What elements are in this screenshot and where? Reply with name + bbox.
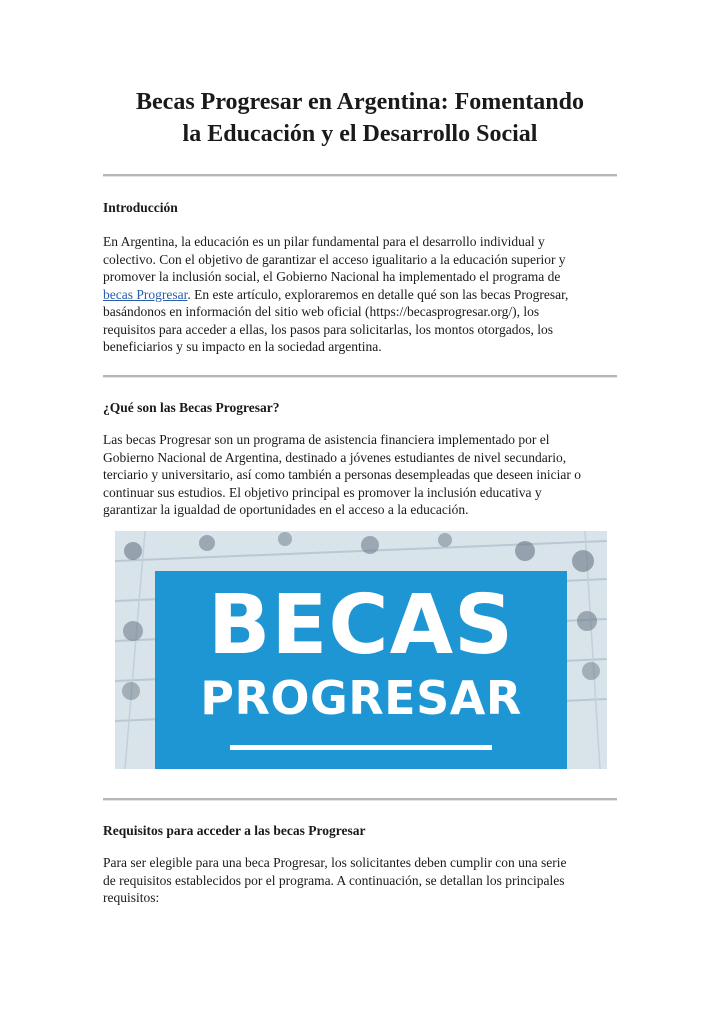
intro-line-with-link: [103, 286, 619, 304]
becas-progresar-banner-image: [115, 531, 607, 769]
intro-line: beneficiarios y su impacto en la sociedad argentina.: [103, 339, 382, 354]
what-line: garantizar la igualdad de oportunidades en el acceso a la educación.: [103, 502, 469, 517]
page-title-line-1: Becas Progresar en Argentina: Fomentando: [136, 89, 584, 115]
page-title: [60, 86, 660, 150]
what-line: Gobierno Nacional de Argentina, destinado a jóvenes estudiantes de nivel secundario,: [103, 449, 567, 465]
requirements-line: requisitos:: [103, 890, 160, 905]
section-divider: [103, 798, 617, 801]
requirements-line: Para ser elegible para una beca Progresar, los solicitantes deben cumplir con una serie: [103, 855, 567, 870]
banner-title-becas: BECAS: [207, 578, 515, 673]
what-line: Las becas Progresar son un programa de asistencia financiera implementado por el: [103, 432, 550, 447]
intro-line: requisitos para acceder a ellas, los pasos para solicitarlas, los montos otorgados, los: [103, 321, 554, 337]
section-divider: [103, 174, 617, 177]
requirements-line: de requisitos establecidos por el programa. A continuación, se detallan los principales: [103, 872, 565, 888]
intro-paragraph: [103, 233, 619, 356]
intro-line: promover la inclusión social, el Gobierno Nacional ha implementado el programa de: [103, 269, 561, 284]
intro-line: basándonos en información del sitio web oficial (https://becasprogresar.org/), los: [103, 304, 540, 319]
becas-progresar-link[interactable]: becas Progresar: [103, 286, 188, 302]
intro-heading: Introducción: [103, 200, 178, 215]
section-divider: [103, 375, 617, 378]
what-line: continuar sus estudios. El objetivo principal es promover la inclusión educativa y: [103, 484, 542, 500]
intro-line-rest: . En este artículo, exploraremos en detalle qué son las becas Progresar,: [187, 286, 569, 302]
what-paragraph: [103, 431, 619, 519]
banner-title-progresar: PROGRESAR: [200, 671, 522, 725]
banner-underline: [230, 745, 492, 750]
intro-line: colectivo. Con el objetivo de garantizar el acceso igualitario a la educación superior y: [103, 251, 566, 267]
requirements-heading: Requisitos para acceder a las becas Progresar: [103, 823, 366, 838]
intro-line: En Argentina, la educación es un pilar fundamental para el desarrollo individual y: [103, 234, 545, 249]
what-line: terciario y universitario, así como también a personas desempleadas que deseen iniciar o: [103, 467, 581, 482]
what-heading: ¿Qué son las Becas Progresar?: [103, 400, 280, 415]
page-title-line-2: la Educación y el Desarrollo Social: [182, 121, 538, 147]
requirements-paragraph: [103, 854, 619, 907]
